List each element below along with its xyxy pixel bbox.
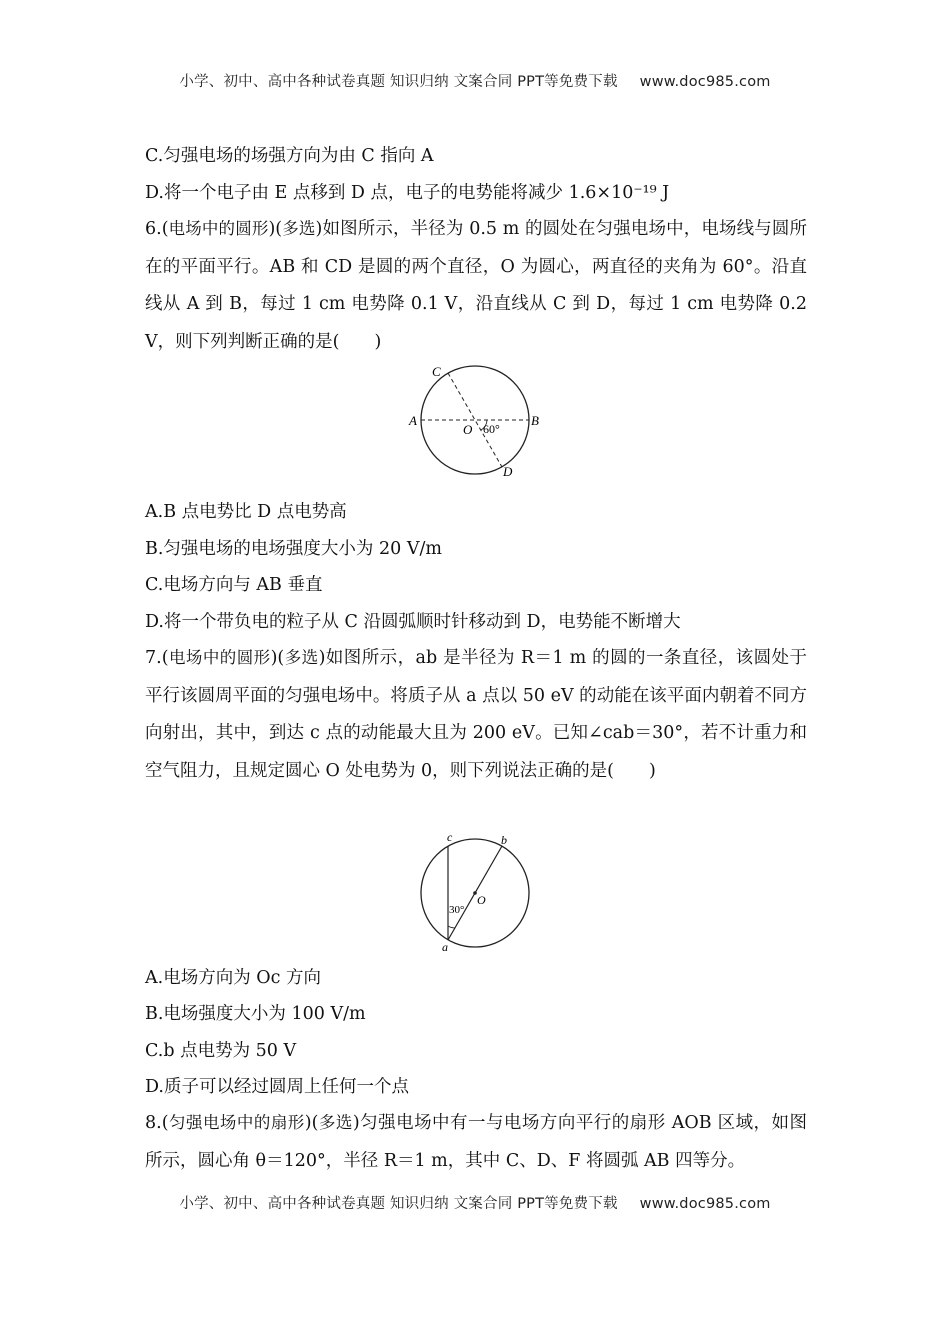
q8-tag-mid: )( xyxy=(304,1113,319,1133)
q6-tag-topic: 电场中的圆形 xyxy=(168,219,269,238)
footer-text: 小学、初中、高中各种试卷真题 知识归纳 文案合同 PPT等免费下载 xyxy=(179,1196,618,1212)
q6-tag-mid: )( xyxy=(268,219,283,239)
q6-option-c: C.电场方向与 AB 垂直 xyxy=(145,575,323,595)
q6-tag-open: ( xyxy=(161,219,169,239)
q7-label-c: c xyxy=(447,830,453,844)
q7-label-a: a xyxy=(442,940,448,954)
q7-label-o: O xyxy=(477,893,486,907)
q6-label-b: B xyxy=(531,413,539,428)
q7-tag-type: 多选 xyxy=(284,648,319,667)
q7-option-a: A.电场方向为 Oc 方向 xyxy=(145,968,321,988)
q7-option-c: C.b 点电势为 50 V xyxy=(145,1041,297,1061)
q7-number: 7. xyxy=(145,648,162,668)
page-header xyxy=(0,70,950,91)
q7-tag-open: ( xyxy=(161,648,169,668)
q7-stem: 如图所示，ab 是半径为 R＝1 m 的圆的一条直径，该圆处于平行该圆周平面的匀强电场中。将质子从 a 点以 50 eV 的动能在该平面内朝着不同方向射出，其中，到达 c 点的动能最大且为 200 eV。已知∠cab＝30°，若不计重力和空气阻力，且规定圆心 O 处电势为 0，则下列说法正确的是( ) xyxy=(145,648,807,781)
q6-tag-close: ) xyxy=(315,219,323,239)
prev-option-d: D.将一个电子由 E 点移到 D 点，电子的电势能将减少 1.6×10⁻¹⁹ J xyxy=(145,183,670,203)
q6-label-c: C xyxy=(432,364,441,379)
q7-tag-close: ) xyxy=(318,648,326,668)
q6-option-d: D.将一个带负电的粒子从 C 沿圆弧顺时针移动到 D，电势能不断增大 xyxy=(145,612,681,632)
header-text: 小学、初中、高中各种试卷真题 知识归纳 文案合同 PPT等免费下载 xyxy=(179,74,618,90)
q8-stem-block xyxy=(145,1104,807,1180)
q7-tag-topic: 电场中的圆形 xyxy=(168,648,271,667)
q8-tag-type: 多选 xyxy=(318,1113,353,1132)
header-url[interactable]: www.doc985.com xyxy=(639,74,771,90)
q7-option-b: B.电场强度大小为 100 V/m xyxy=(145,1004,366,1024)
q6-label-a: A xyxy=(409,413,417,428)
q6-tag-type: 多选 xyxy=(282,219,316,238)
q6-option-a: A.B 点电势比 D 点电势高 xyxy=(145,502,347,522)
q6-figure xyxy=(400,360,560,485)
page-footer xyxy=(0,1192,950,1213)
q6-number: 6. xyxy=(145,219,162,239)
q6-stem-block xyxy=(145,210,807,361)
q7-tag-mid: )( xyxy=(270,648,285,668)
q7-label-b: b xyxy=(501,833,507,847)
q7-angle-arc xyxy=(448,926,455,928)
q7-stem-block xyxy=(145,639,807,790)
q7-option-d: D.质子可以经过圆周上任何一个点 xyxy=(145,1077,409,1097)
q8-tag-open: ( xyxy=(161,1113,169,1133)
q8-tag-topic: 匀强电场中的扇形 xyxy=(168,1113,305,1132)
q8-number: 8. xyxy=(145,1113,162,1133)
prev-option-c: C.匀强电场的场强方向为由 C 指向 A xyxy=(145,146,434,166)
q7-label-angle: 30° xyxy=(449,904,465,916)
q6-stem: 如图所示，半径为 0.5 m 的圆处在匀强电场中，电场线与圆所在的平面平行。AB 和 CD 是圆的两个直径，O 为圆心，两直径的夹角为 60°。沿直线从 A 到 B，每过 1 cm 电势降 0.1 V，沿直线从 C 到 D，每过 1 cm 电势降 0.2 V，则下列判断正确的是( ) xyxy=(145,219,808,352)
q7-figure xyxy=(410,828,540,956)
q6-label-d: D xyxy=(503,464,513,479)
q8-tag-close: ) xyxy=(352,1113,360,1133)
q8-stem: 匀强电场中有一与电场方向平行的扇形 AOB 区域，如图所示，圆心角 θ＝120°，半径 R＝1 m，其中 C、D、F 将圆弧 AB 四等分。 xyxy=(145,1113,807,1171)
q6-option-b: B.匀强电场的电场强度大小为 20 V/m xyxy=(145,539,442,559)
q6-label-o: O xyxy=(463,422,473,437)
q6-label-angle: 60° xyxy=(483,422,500,436)
footer-url[interactable]: www.doc985.com xyxy=(639,1196,771,1212)
